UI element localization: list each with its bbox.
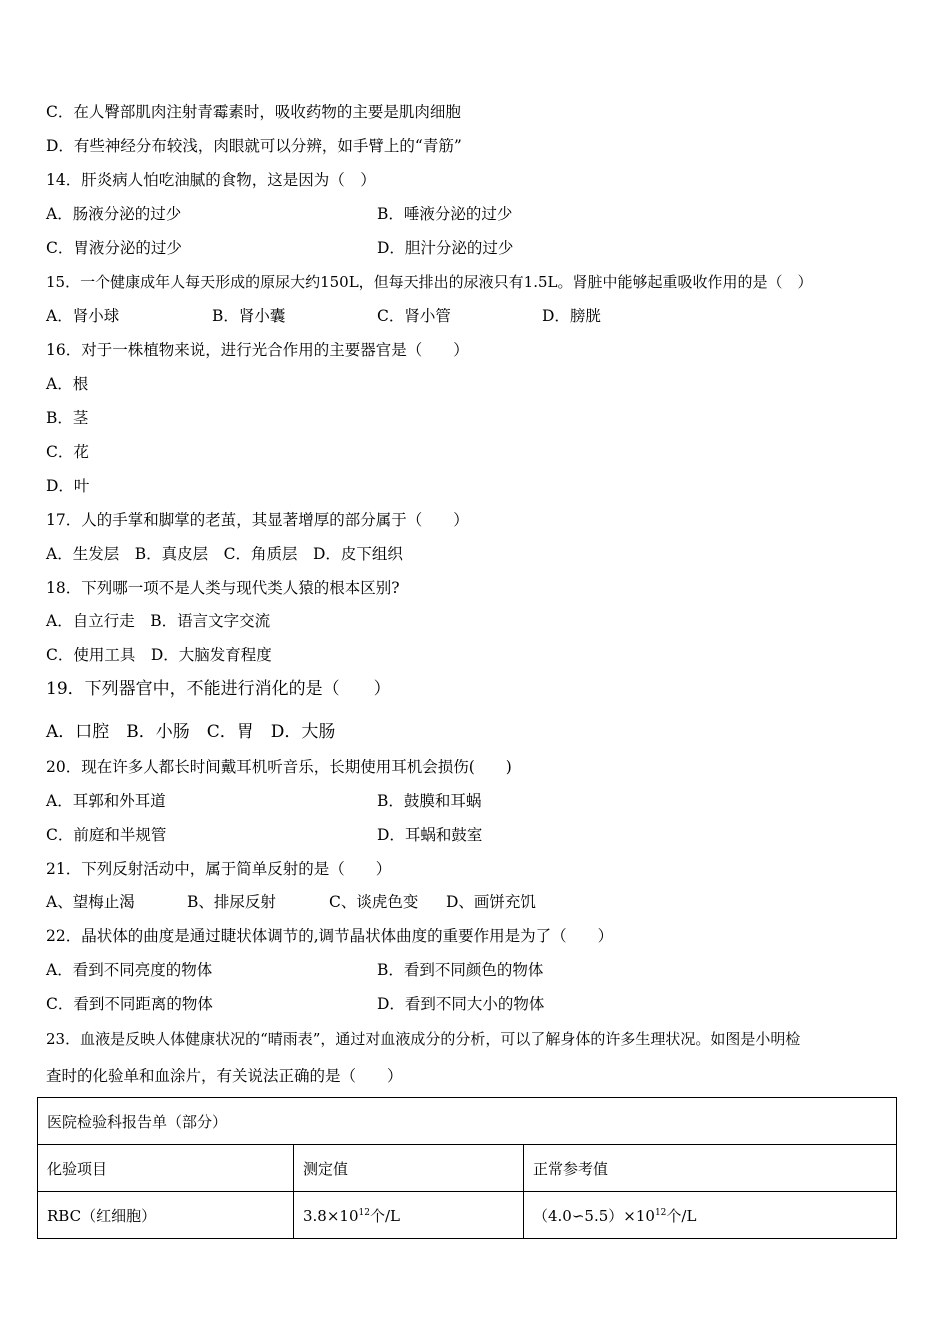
q22-option-c: C．看到不同距离的物体 (46, 995, 213, 1013)
q21-option-b: B、排尿反射 (187, 893, 276, 911)
q14-option-a: A．肠液分泌的过少 (46, 205, 182, 223)
q15-option-d: D．膀胱 (542, 307, 601, 325)
q18-options-cd: C．使用工具 D．大脑发育程度 (46, 646, 272, 664)
table-row (38, 1192, 897, 1239)
q20-option-a: A．耳郭和外耳道 (46, 792, 166, 810)
header-measured-value: 测定值 (294, 1145, 524, 1192)
header-test-item: 化验项目 (38, 1145, 294, 1192)
rbc-value-base: 3.8×10 (303, 1206, 359, 1225)
q15-option-a: A．肾小球 (46, 307, 120, 325)
rbc-ref-exponent: 12 (654, 1207, 667, 1218)
q15-stem: 15．一个健康成年人每天形成的原尿大约150L，但每天排出的尿液只有1.5L。肾脏中能够起重吸收作用的是（ ） (46, 273, 813, 291)
rbc-item: RBC（红细胞） (38, 1192, 294, 1239)
q17-options: A．生发层 B．真皮层 C．角质层 D．皮下组织 (46, 545, 403, 563)
q19-stem: 19．下列器官中，不能进行消化的是（ ） (46, 679, 391, 699)
q15-option-b: B．肾小囊 (212, 307, 286, 325)
rbc-ref-unit: 个/L (666, 1206, 697, 1225)
q15-option-c: C．肾小管 (377, 307, 451, 325)
rbc-value-unit: 个/L (369, 1206, 400, 1225)
q16-option-d: D．叶 (46, 477, 90, 495)
lab-report-table (37, 1097, 897, 1239)
q23-stem-line2: 查时的化验单和血涂片，有关说法正确的是（ ） (46, 1067, 403, 1085)
q20-option-b: B．鼓膜和耳蜗 (377, 792, 482, 810)
q16-stem: 16．对于一株植物来说，进行光合作用的主要器官是（ ） (46, 341, 469, 359)
q23-stem-line1: 23．血液是反映人体健康状况的“晴雨表”，通过对血液成分的分析，可以了解身体的许多生理状况。如图是小明检 (46, 1030, 801, 1048)
q22-stem: 22．晶状体的曲度是通过睫状体调节的,调节晶状体曲度的重要作用是为了（ ） (46, 927, 614, 945)
report-header-row (38, 1145, 897, 1192)
q14-stem: 14．肝炎病人怕吃油腻的食物，这是因为（ ） (46, 171, 376, 189)
q21-option-a: A、望梅止渴 (46, 893, 135, 911)
q16-option-b: B．茎 (46, 409, 89, 427)
header-reference-value: 正常参考值 (524, 1145, 897, 1192)
q20-option-c: C．前庭和半规管 (46, 826, 167, 844)
report-title: 医院检验科报告单（部分） (38, 1098, 897, 1145)
q18-stem: 18．下列哪一项不是人类与现代类人猿的根本区别? (46, 579, 400, 597)
q21-option-c: C、谈虎色变 (329, 893, 419, 911)
q19-options: A．口腔 B．小肠 C．胃 D．大肠 (46, 722, 336, 742)
q20-option-d: D．耳蜗和鼓室 (377, 826, 483, 844)
q13-option-c: C．在人臀部肌肉注射青霉素时，吸收药物的主要是肌肉细胞 (46, 103, 461, 121)
q22-option-b: B．看到不同颜色的物体 (377, 961, 544, 979)
q21-option-d: D、画饼充饥 (446, 893, 536, 911)
q22-option-a: A．看到不同亮度的物体 (46, 961, 213, 979)
rbc-ref-base: （4.0∽5.5）×10 (533, 1206, 655, 1225)
q14-option-c: C．胃液分泌的过少 (46, 239, 182, 257)
q22-option-d: D．看到不同大小的物体 (377, 995, 545, 1013)
q14-option-b: B．唾液分泌的过少 (377, 205, 513, 223)
rbc-value-exponent: 12 (358, 1207, 370, 1218)
q13-option-d: D．有些神经分布较浅，肉眼就可以分辨，如手臂上的“青筋” (46, 137, 462, 155)
q14-option-d: D．胆汁分泌的过少 (377, 239, 514, 257)
q16-option-a: A．根 (46, 375, 89, 393)
q20-stem: 20．现在许多人都长时间戴耳机听音乐，长期使用耳机会损伤( ) (46, 758, 512, 776)
q16-option-c: C．花 (46, 443, 89, 461)
q21-stem: 21．下列反射活动中，属于简单反射的是（ ） (46, 860, 392, 878)
report-title-row (38, 1098, 897, 1145)
q18-options-ab: A．自立行走 B．语言文字交流 (46, 612, 271, 630)
rbc-measured-value (294, 1192, 524, 1239)
rbc-reference-value (524, 1192, 897, 1239)
q17-stem: 17．人的手掌和脚掌的老茧，其显著增厚的部分属于（ ） (46, 511, 469, 529)
